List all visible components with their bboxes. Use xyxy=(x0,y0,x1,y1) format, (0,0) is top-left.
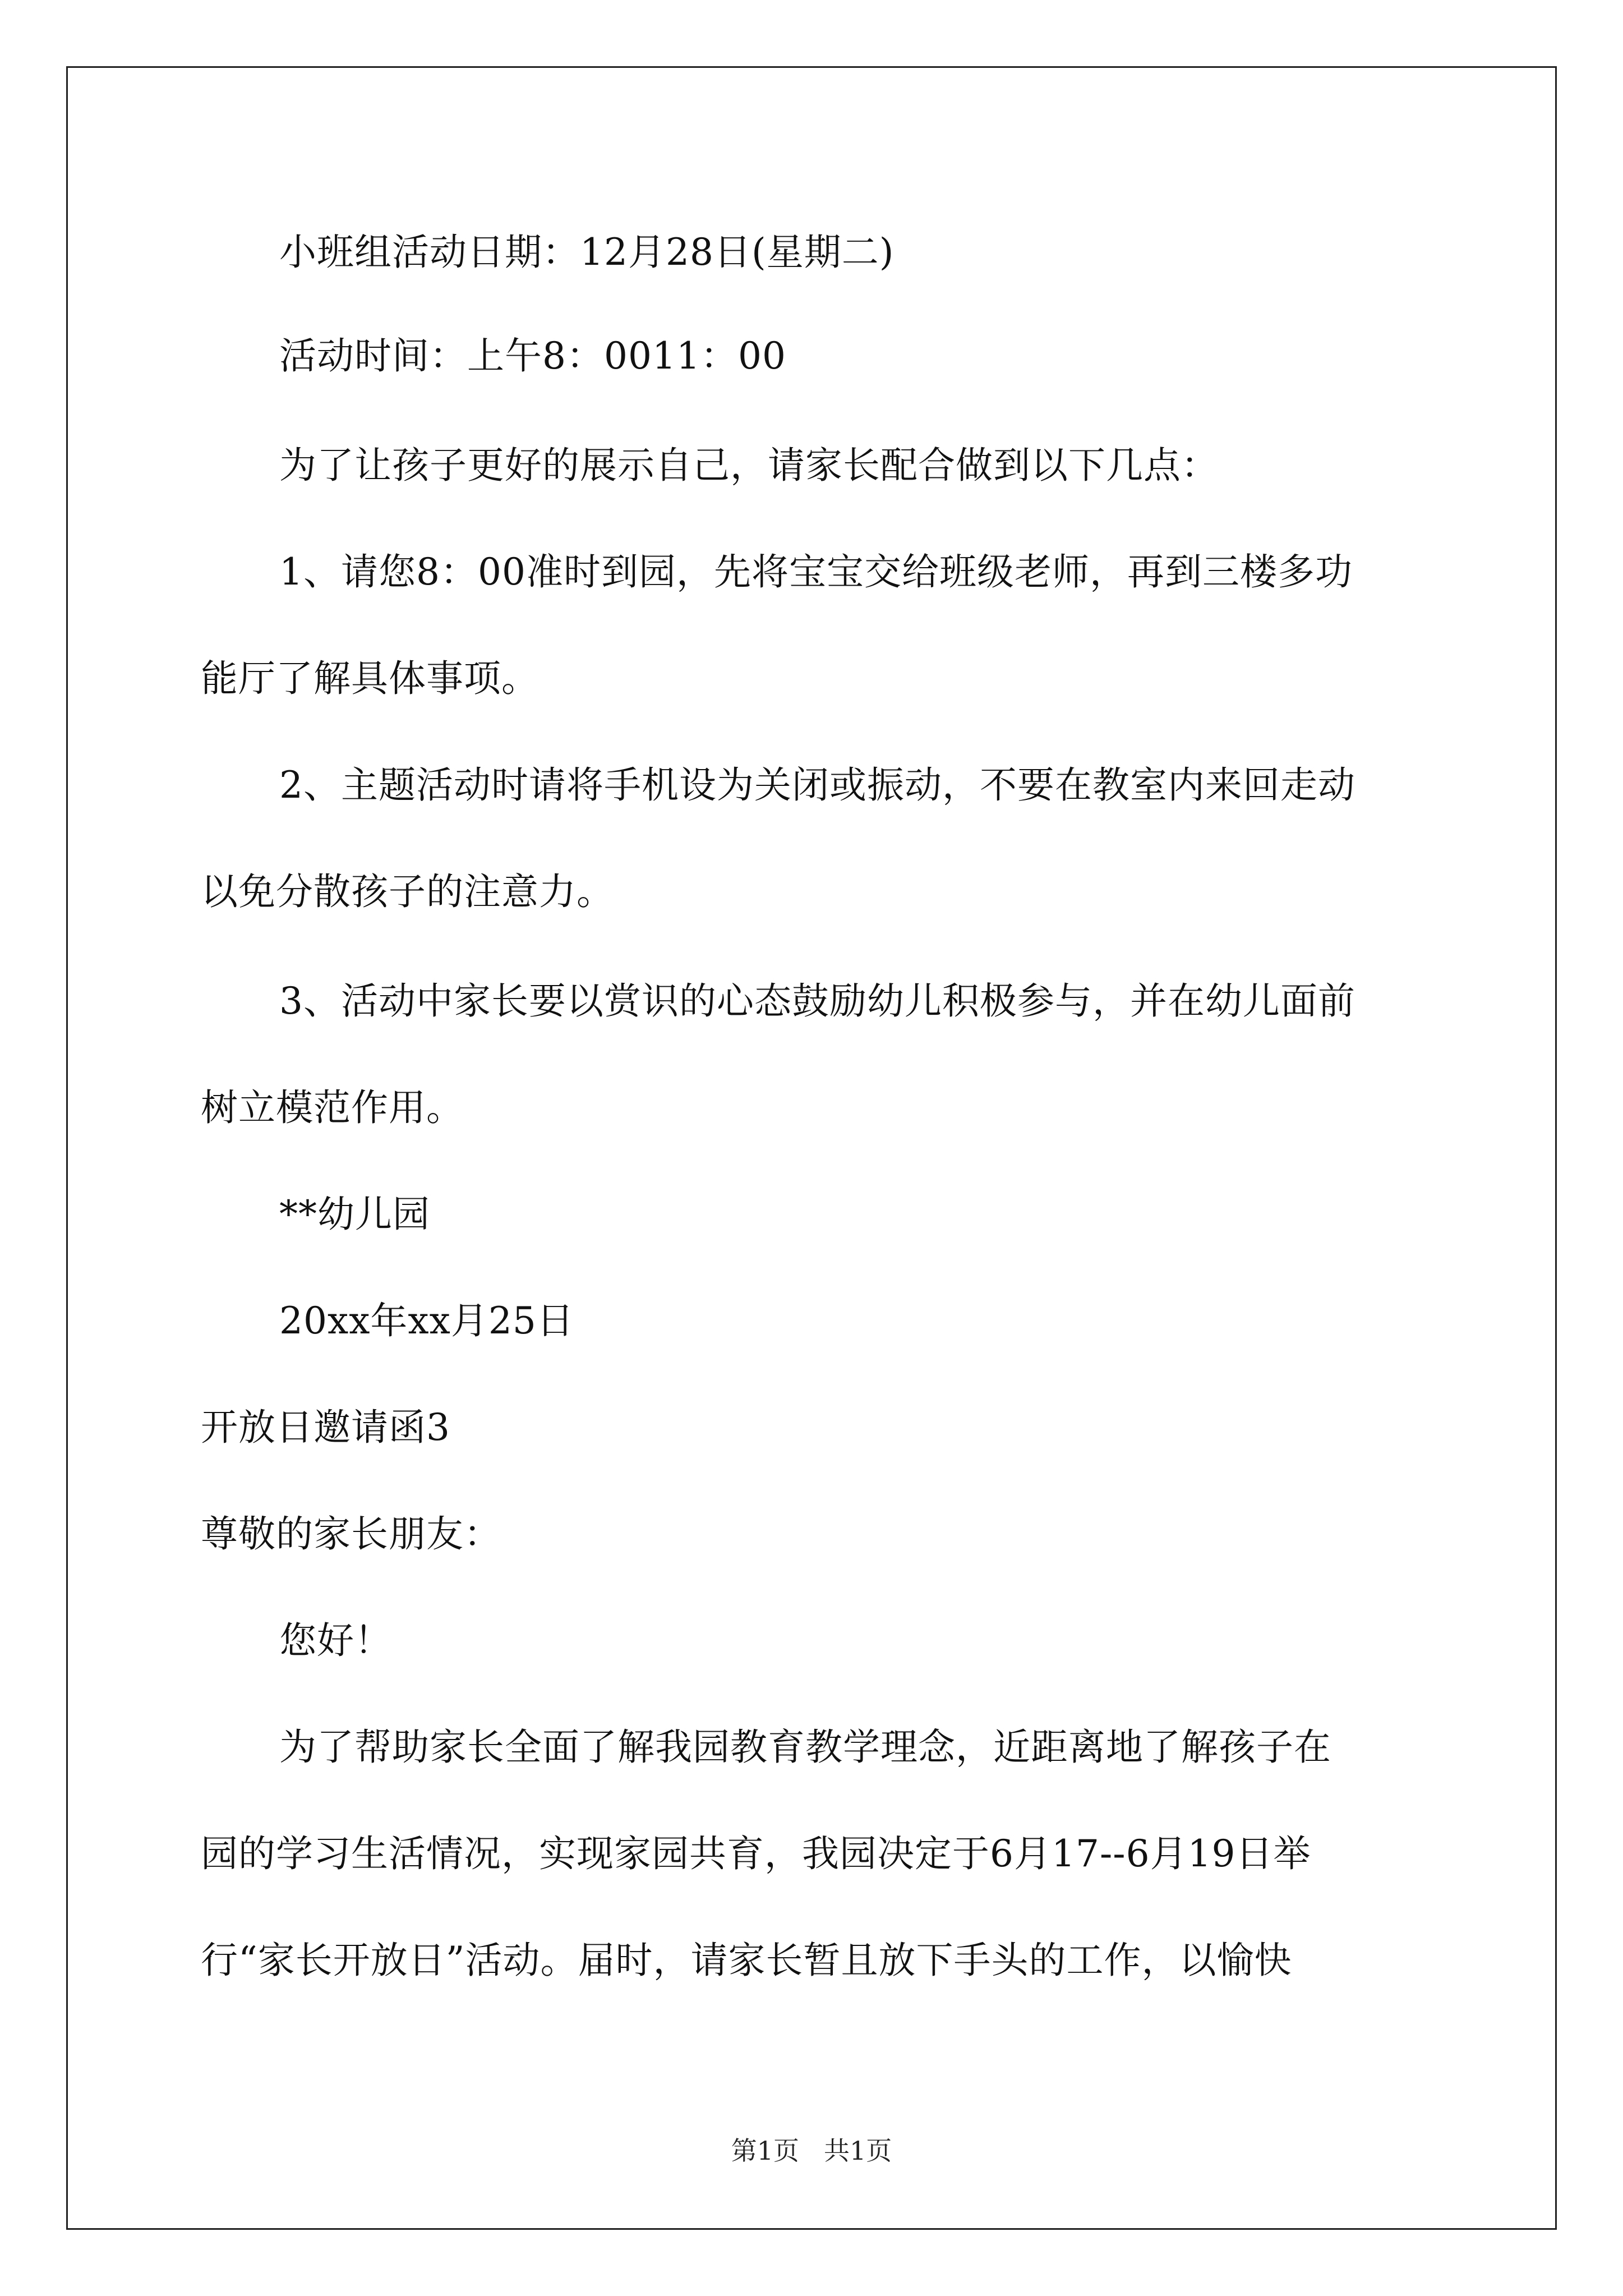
page-footer xyxy=(0,2135,1623,2166)
salutation: 尊敬的家长朋友： xyxy=(201,1512,501,1556)
section-title: 开放日邀请函3 xyxy=(201,1406,450,1449)
greeting: 您好！ xyxy=(279,1619,392,1662)
activity-date-line: 小班组活动日期：12月28日(星期二) xyxy=(279,231,895,274)
signature-date: 20xx年xx月25日 xyxy=(279,1299,574,1342)
notice-item-1-line-1: 1、请您8：00准时到园，先将宝宝交给班级老师，再到三楼多功 xyxy=(279,550,1353,593)
notice-item-2-line-2: 以免分散孩子的注意力。 xyxy=(201,870,614,913)
invitation-paragraph-line-2: 园的学习生活情况，实现家园共育，我园决定于6月17--6月19日举 xyxy=(201,1832,1311,1875)
page-number: 第1页 xyxy=(731,2136,799,2166)
page-total: 共1页 xyxy=(824,2136,892,2166)
notice-item-1-line-2: 能厅了解具体事项。 xyxy=(201,657,539,700)
notice-item-3-line-1: 3、活动中家长要以赏识的心态鼓励幼儿积极参与，并在幼儿面前 xyxy=(279,979,1355,1023)
page-border xyxy=(66,66,1557,2230)
notice-item-2-line-1: 2、主题活动时请将手机设为关闭或振动，不要在教室内来回走动 xyxy=(279,763,1355,807)
notice-item-3-line-2: 树立模范作用。 xyxy=(201,1086,464,1129)
parent-notice-intro: 为了让孩子更好的展示自己，请家长配合做到以下几点： xyxy=(279,444,1219,487)
kindergarten-signature: **幼儿园 xyxy=(279,1193,430,1236)
invitation-paragraph-line-3: 行“家长开放日”活动。届时，请家长暂且放下手头的工作，以愉快 xyxy=(201,1939,1292,1982)
activity-time-line: 活动时间：上午8：0011：00 xyxy=(279,334,786,378)
invitation-paragraph-line-1: 为了帮助家长全面了解我园教育教学理念，近距离地了解孩子在 xyxy=(279,1726,1331,1769)
